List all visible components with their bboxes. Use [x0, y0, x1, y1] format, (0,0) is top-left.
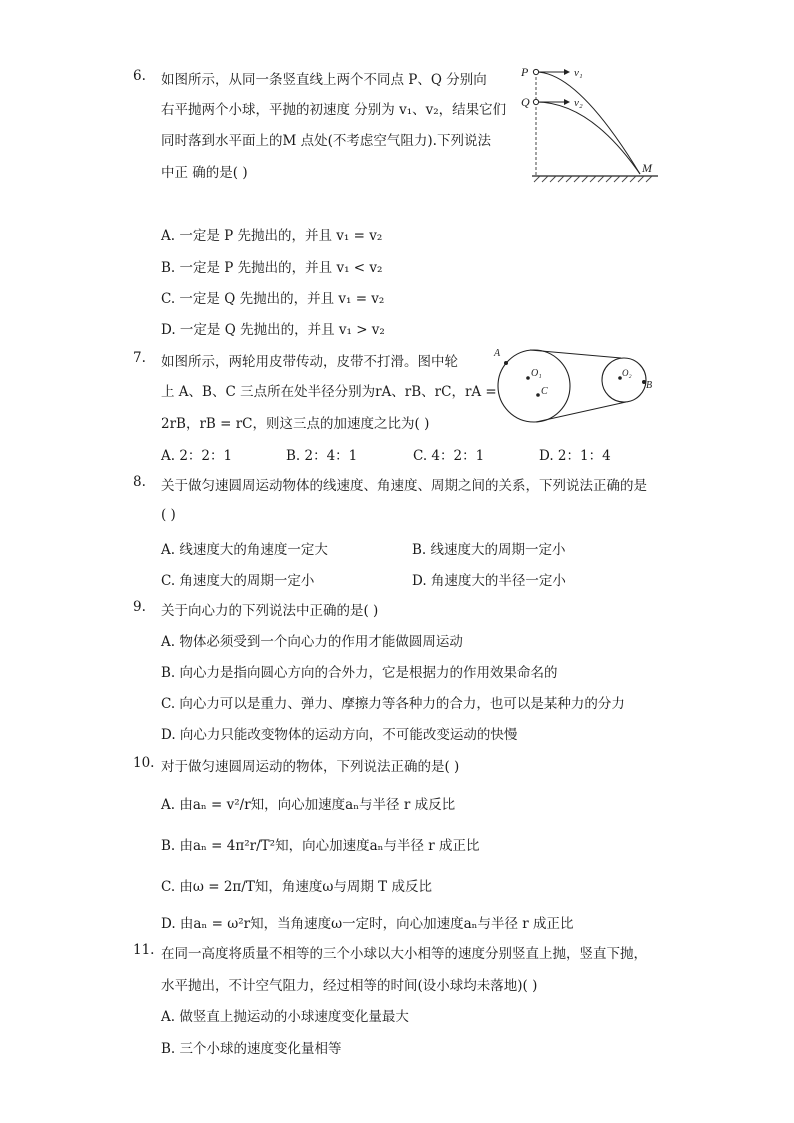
- option-c: C. 角速度大的周期一定小: [161, 573, 315, 589]
- question-text-line: 水平抛出，不计空气阻力，经过相等的时间(设小球均未落地)( ): [161, 978, 538, 994]
- option-c: C. 向心力可以是重力、弹力、摩擦力等各种力的合力，也可以是某种力的分力: [161, 696, 625, 712]
- option-a: A. 由aₙ = v²/r知，向心加速度aₙ与半径 r 成反比: [161, 797, 456, 813]
- question-number: 9.: [133, 599, 146, 615]
- option-a: A. 2：2：1: [161, 448, 233, 464]
- option-a: A. 做竖直上抛运动的小球速度变化量最大: [161, 1009, 409, 1025]
- question-text-line: 如图所示，两轮用皮带传动，皮带不打滑。图中轮: [161, 354, 458, 370]
- option-b: B. 线速度大的周期一定小: [412, 542, 566, 558]
- label-b: B: [646, 380, 653, 391]
- large-wheel: [498, 350, 570, 422]
- option-c: C. 一定是 Q 先抛出的，并且 v₁ = v₂: [161, 291, 385, 307]
- trajectory-p: [536, 72, 640, 174]
- label-a: A: [494, 348, 501, 359]
- option-b: B. 由aₙ = 4π²r/T²知，向心加速度aₙ与半径 r 成正比: [161, 838, 480, 854]
- belt-bottom: [536, 402, 626, 422]
- point-p: [533, 69, 538, 74]
- ground-hatch: [534, 176, 652, 182]
- question-text-line: 同时落到水平面上的M 点处(不考虑空气阻力).下列说法: [161, 133, 491, 149]
- question-text-line: 上 A、B、C 三点所在处半径分别为rA、rB、rC，rA =: [161, 384, 497, 400]
- option-b: B. 一定是 P 先抛出的，并且 v₁ < v₂: [161, 260, 383, 276]
- question-text-line: 关于向心力的下列说法中正确的是( ): [161, 603, 379, 619]
- option-d: D. 2：1：4: [539, 448, 611, 464]
- question-text-line: 关于做匀速圆周运动物体的线速度、角速度、周期之间的关系，下列说法正确的是: [161, 478, 647, 494]
- center-o1: [526, 376, 530, 380]
- option-d: D. 一定是 Q 先抛出的，并且 v₁ > v₂: [161, 322, 385, 338]
- option-b: B. 三个小球的速度变化量相等: [161, 1041, 342, 1057]
- belt-pulley-diagram: [488, 338, 658, 438]
- option-c: C. 4：2：1: [413, 448, 485, 464]
- projectile-diagram: [518, 58, 668, 188]
- arrow-head-v1: [564, 69, 570, 75]
- point-a: [504, 361, 508, 365]
- question-text-line: 中正 确的是( ): [161, 165, 248, 181]
- option-a: A. 线速度大的角速度一定大: [161, 542, 328, 558]
- label-p: P: [521, 65, 529, 79]
- trajectory-q: [536, 102, 640, 174]
- option-b: B. 向心力是指向圆心方向的合外力，它是根据力的作用效果命名的: [161, 665, 558, 681]
- question-text-line: 2rB，rB = rC，则这三点的加速度之比为( ): [161, 416, 430, 432]
- label-v1: v₁: [574, 67, 583, 79]
- option-d: D. 由aₙ = ω²r知，当角速度ω一定时，向心加速度aₙ与半径 r 成正比: [161, 916, 574, 932]
- option-d: D. 向心力只能改变物体的运动方向，不可能改变运动的快慢: [161, 727, 518, 743]
- question-text-line: ( ): [161, 507, 176, 523]
- question-number: 7.: [133, 350, 146, 366]
- question-number: 6.: [133, 68, 146, 84]
- question-text-line: 如图所示，从同一条竖直线上两个不同点 P、Q 分别向: [161, 72, 487, 88]
- label-m: M: [642, 161, 652, 175]
- label-o2: O₂: [622, 368, 632, 378]
- label-v2: v₂: [574, 97, 583, 109]
- option-a: A. 物体必须受到一个向心力的作用才能做圆周运动: [161, 634, 463, 650]
- option-b: B. 2：4：1: [286, 448, 358, 464]
- belt-top: [530, 350, 621, 358]
- question-text-line: 右平抛两个小球，平抛的初速度 分别为 v₁、v₂，结果它们: [161, 102, 507, 118]
- option-c: C. 由ω = 2π/T知，角速度ω与周期 T 成反比: [161, 879, 432, 895]
- arrow-head-v2: [564, 99, 570, 105]
- option-d: D. 角速度大的半径一定小: [412, 573, 566, 589]
- question-number: 11.: [133, 942, 155, 958]
- label-c: C: [541, 386, 548, 397]
- question-text-line: 对于做匀速圆周运动的物体，下列说法正确的是( ): [161, 759, 460, 775]
- label-o1: O₁: [531, 368, 542, 379]
- small-wheel: [602, 358, 646, 402]
- option-a: A. 一定是 P 先抛出的，并且 v₁ = v₂: [161, 228, 383, 244]
- point-c: [536, 393, 540, 397]
- question-number: 8.: [133, 474, 146, 490]
- question-number: 10.: [133, 755, 155, 771]
- point-q: [533, 99, 538, 104]
- question-text-line: 在同一高度将质量不相等的三个小球以大小相等的速度分别竖直上抛，竖直下抛，: [161, 946, 647, 962]
- label-q: Q: [521, 95, 530, 109]
